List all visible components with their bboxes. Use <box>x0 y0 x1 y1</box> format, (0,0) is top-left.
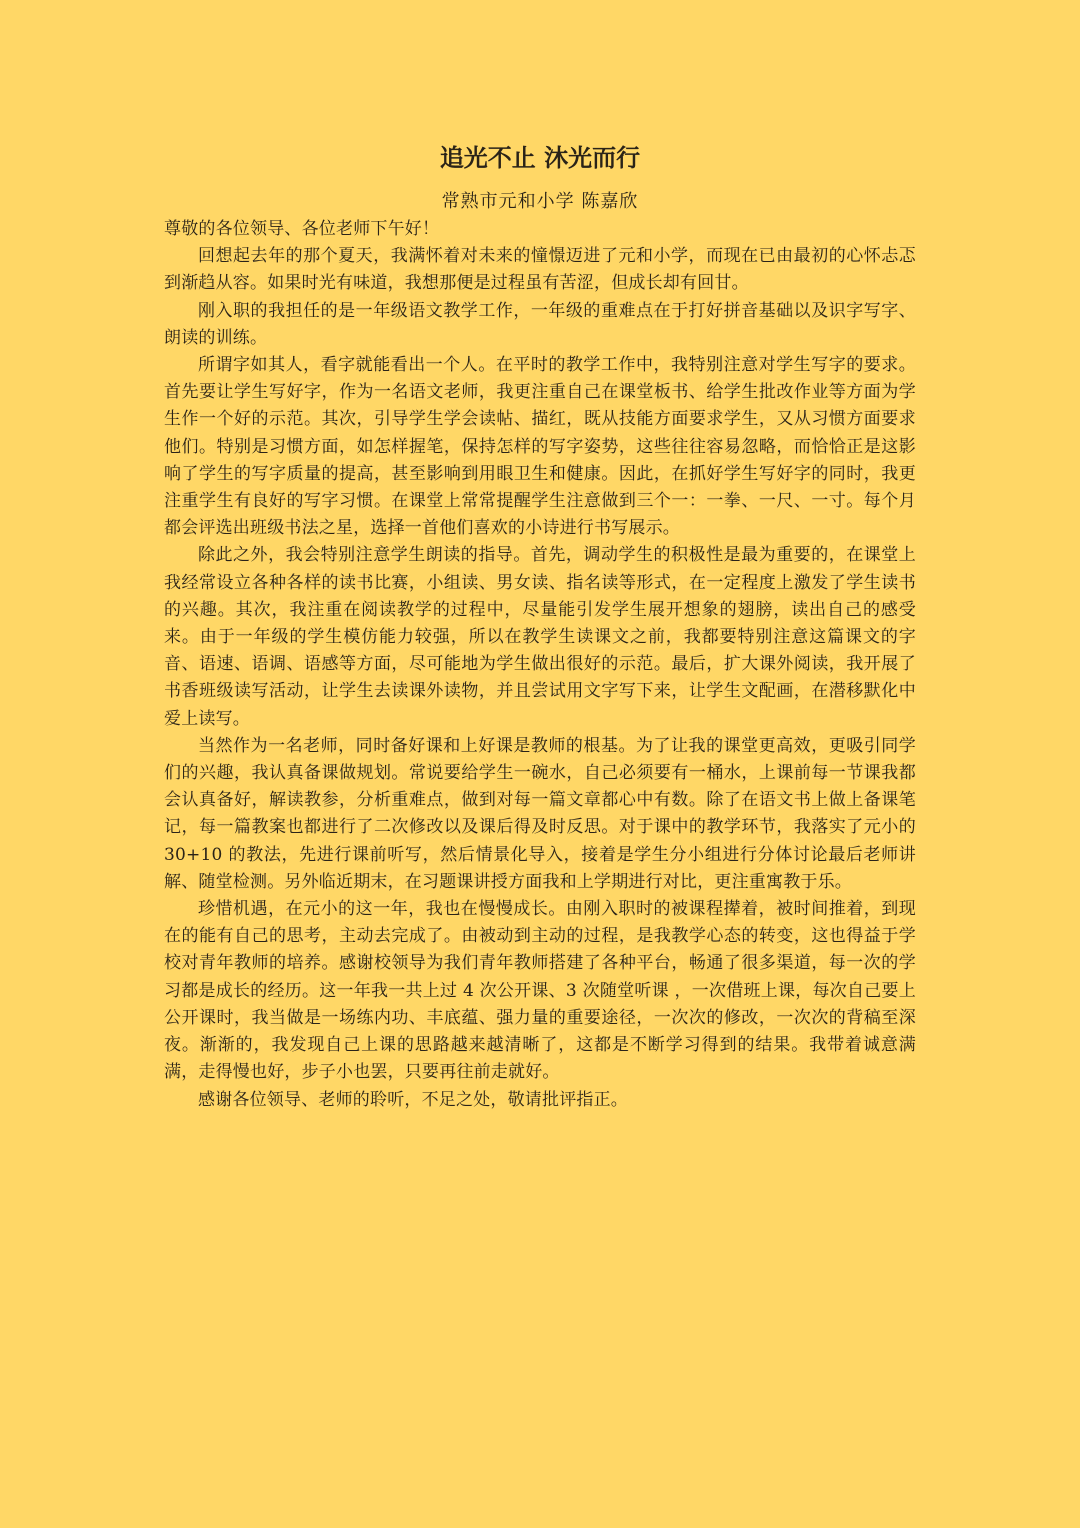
greeting: 尊敬的各位领导、各位老师下午好！ <box>164 219 440 239</box>
document-title: 追光不止 沐光而行 <box>439 144 641 172</box>
paragraph-5: 当然作为一名老师，同时备好课和上好课是教师的根基。为了让我的课堂更高效，更吸引同学们的兴趣，我认真备课做规划。常说要给学生一碗水，自己必须要有一桶水，上课前每一节课我都会认真备好，解读教参，分析重难点，做到对每一篇文章都心中有数。除了在语文书上做上备课笔记，每一篇教案也都进行了二次修改以及课后得及时反思。对于课中的教学环节，我落实了元小的 30+10 的教法，先进行课前听写，然后情景化导入，接着是学生分小组进行分体讨论最后老师讲解、随堂检测。另外临近期末，在习题课讲授方面我和上学期进行对比，更注重寓教于乐。 <box>164 735 916 892</box>
paragraph-7: 感谢各位领导、老师的聆听，不足之处，敬请批评指正。 <box>198 1089 628 1110</box>
paragraph-3: 所谓字如其人，看字就能看出一个人。在平时的教学工作中，我特别注意对学生写字的要求。首先要让学生写好字，作为一名语文老师，我更注重自己在课堂板书、给学生批改作业等方面为学生作一个好的示范。其次，引导学生学会读帖、描红，既从技能方面要求学生，又从习惯方面要求他们。特别是习惯方面，如怎样握笔，保持怎样的写字姿势，这些往往容易忽略，而恰恰正是这影响了学生的写字质量的提高，甚至影响到用眼卫生和健康。因此，在抓好学生写好字的同时，我更注重学生有良好的写字习惯。在课堂上常常提醒学生注意做到三个一：一拳、一尺、一寸。每个月都会评选出班级书法之星，选择一首他们喜欢的小诗进行书写展示。 <box>164 355 916 539</box>
document-body <box>164 216 916 1114</box>
document-author: 常熟市元和小学 陈嘉欣 <box>441 191 639 212</box>
paragraph-6: 珍惜机遇，在元小的这一年，我也在慢慢成长。由刚入职时的被课程撵着，被时间推着，到现在的能有自己的思考，主动去完成了。由被动到主动的过程，是我教学心态的转变，这也得益于学校对青年教师的培养。感谢校领导为我们青年教师搭建了各种平台，畅通了很多渠道，每一次的学习都是成长的经历。这一年我一共上过 4 次公开课、3 次随堂听课 ，一次借班上课，每次自己要上公开课时，我当做是一场练内功、丰底蕴、强力量的重要途径，一次次的修改，一次次的背稿至深夜。渐渐的，我发现自己上课的思路越来越清晰了，这都是不断学习得到的结果。我带着诚意满满，走得慢也好，步子小也罢，只要再往前走就好。 <box>164 899 916 1083</box>
document-page <box>164 140 916 1114</box>
paragraph-1: 回想起去年的那个夏天，我满怀着对未来的憧憬迈进了元和小学，而现在已由最初的心怀忐忑到渐趋从容。如果时光有味道，我想那便是过程虽有苦涩，但成长却有回甘。 <box>164 246 916 294</box>
paragraph-2: 刚入职的我担任的是一年级语文教学工作，一年级的重难点在于打好拼音基础以及识字写字、朗读的训练。 <box>164 300 916 348</box>
paragraph-4: 除此之外，我会特别注意学生朗读的指导。首先，调动学生的积极性是最为重要的，在课堂上我经常设立各种各样的读书比赛，小组读、男女读、指名读等形式，在一定程度上激发了学生读书的兴趣。其次，我注重在阅读教学的过程中，尽量能引发学生展开想象的翅膀，读出自己的感受来。由于一年级的学生模仿能力较强，所以在教学生读课文之前，我都要特别注意这篇课文的字音、语速、语调、语感等方面，尽可能地为学生做出很好的示范。最后，扩大课外阅读，我开展了书香班级读写活动，让学生去读课外读物，并且尝试用文字写下来，让学生文配画，在潜移默化中爱上读写。 <box>164 545 916 729</box>
